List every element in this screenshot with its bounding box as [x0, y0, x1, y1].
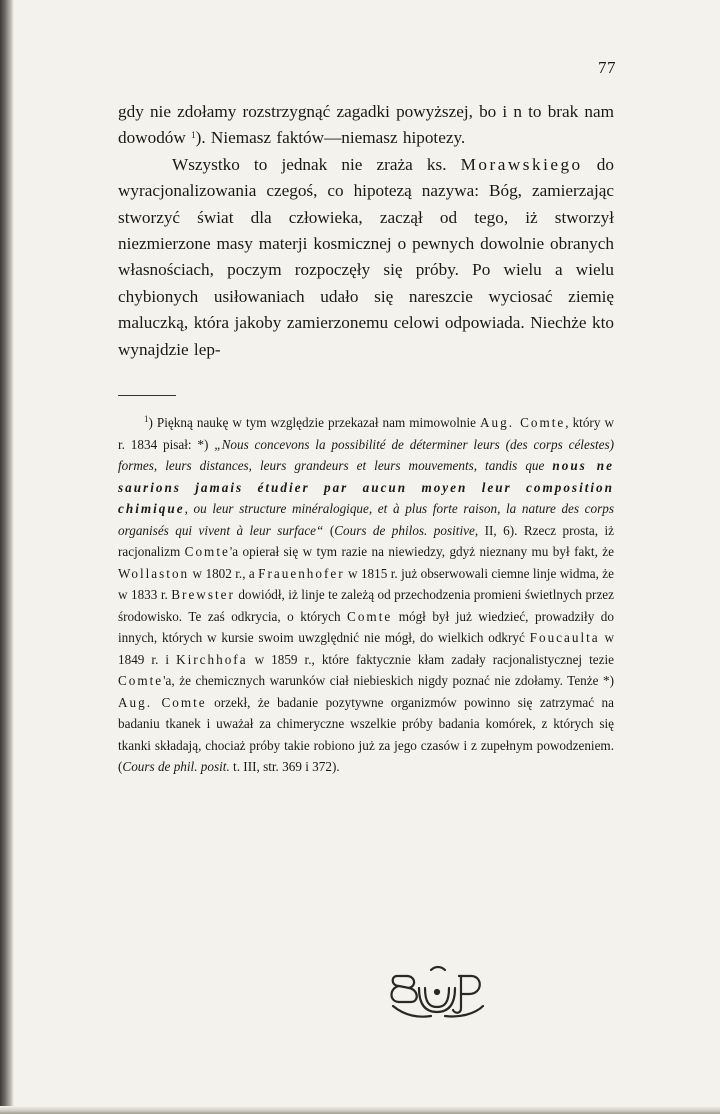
- name-comte: Comte: [184, 544, 230, 559]
- name-aug-comte: Aug. Comte: [118, 694, 207, 710]
- main-text: [118, 99, 614, 363]
- french-quote: „Nous concevons la possibilité de déterminer leurs (des corps célestes) formes, leurs distances, leurs grandeurs et leurs mouvements, tandis que nous ne saurions jamais étudier par aucun moyen leur composition chimique, ou leur structure minéralogique, et à plus forte raison, la nature des corps organisés qui vivent à leur surface“: [118, 436, 614, 538]
- name-comte: Comte: [347, 608, 393, 624]
- binding-shadow: [0, 0, 14, 1114]
- footnote-1: $^1$) Piękną naukę w tym względzie przekazał nam mimowolnie Aug. Comte, który w r. 1834 pisał: *) „Nous concevons la possibilité de déterminer leurs (des corps célestes) formes, leurs distances, leurs grandeurs et leurs mouvements, tandis que nous ne saurions jamais étudier par aucun moyen leur composition chimique, ou leur structure minéralogique, et à plus forte raison, la nature des corps organisés qui vivent à leur surface“ (Cours de philos. positive, II, 6). Rzecz prosta, iż racjonalizm Comte'a opierał się w tym razie na niewiedzy, gdyż nieznany mu był fakt, że Wollaston w 1802 r., a Frauenhofer w 1815 r. już obserwowali ciemne linje widma, że w 1833 r. Brewster dowiódł, iż linje te zależą od przechodzenia promieni świetlnych przez środowisko. Te zaś odkrycia, o których Comte mógł był już wiedzieć, prowadziły do innych, których w kursie swoim uwzględnić nie mógł, do wielkich odkryć Foucaulta w 1849 r. i Kirchhofa w 1859 r., które faktycznie kłam zadały racjonalistycznej tezie Comte'a, że chemicznych warunków ciał niebieskich nigdy poznać nie zdołamy. Tenże *) Aug. Comte orzekł, że badanie pozytywne organizmów powinno się zatrzymać na badaniu tkanek i uważał za chimeryczne wszelkie próby badania komórek, z których się tkanki składają, chociaż próby takie robiono już za jego czasów i z zupełnym powodzeniem. (Cours de phil. posit. t. III, str. 369 i 372).: [118, 414, 615, 774]
- citation-cours-phil: Cours de phil. posit.: [122, 759, 230, 774]
- footnote: [118, 412, 614, 778]
- name-wollaston: Wollaston: [118, 565, 190, 581]
- author-name-morawski: Morawskiego: [460, 154, 583, 174]
- paragraph-2: Wszystko to jednak nie zraża ks. Morawskiego do wyracjonalizowania czegoś, co hipotezą nazywa: Bóg, zamierzając stworzyć świat dla człowieka, zaczął od tego, iż stworzył niezmierzone masy materji kosmicznej o pewnych dowolnie obranych własnościach, poczym rozpoczęły się próby. Po wielu a wielu chybionych usiłowaniach udało się nareszcie wyciosać ziemię maluczką, która jakoby zamierzonemu celowi odpowiada. Niechże kto wynajdzie lep-: [118, 154, 614, 359]
- name-frauenhofer: Frauenhofer: [258, 565, 345, 581]
- footnote-mark: 1: [144, 414, 149, 424]
- paragraph-1: gdy nie zdołamy rozstrzygnąć zagadki powyższej, bo i n to brak nam dowodów $^1$). Niemasz faktów—niemasz hipotezy.: [118, 102, 614, 148]
- name-brewster: Brewster: [171, 587, 235, 602]
- name-comte: Comte: [118, 673, 164, 688]
- name-aug-comte: Aug. Comte: [480, 415, 566, 430]
- footnote-reference: 1: [191, 130, 196, 141]
- page-number: 77: [598, 58, 616, 77]
- quote-emphasis: nous ne saurions jamais étudier par aucun moyen leur composition chimique: [118, 458, 614, 516]
- library-monogram-stamp: [385, 962, 490, 1022]
- name-foucault: Foucaulta: [529, 630, 600, 645]
- citation-cours-positive: Cours de philos. positive: [334, 522, 475, 538]
- name-kirchhoff: Kirchhofa: [176, 651, 248, 667]
- footnote-separator: [118, 395, 176, 396]
- page-bottom-edge: [0, 1106, 720, 1114]
